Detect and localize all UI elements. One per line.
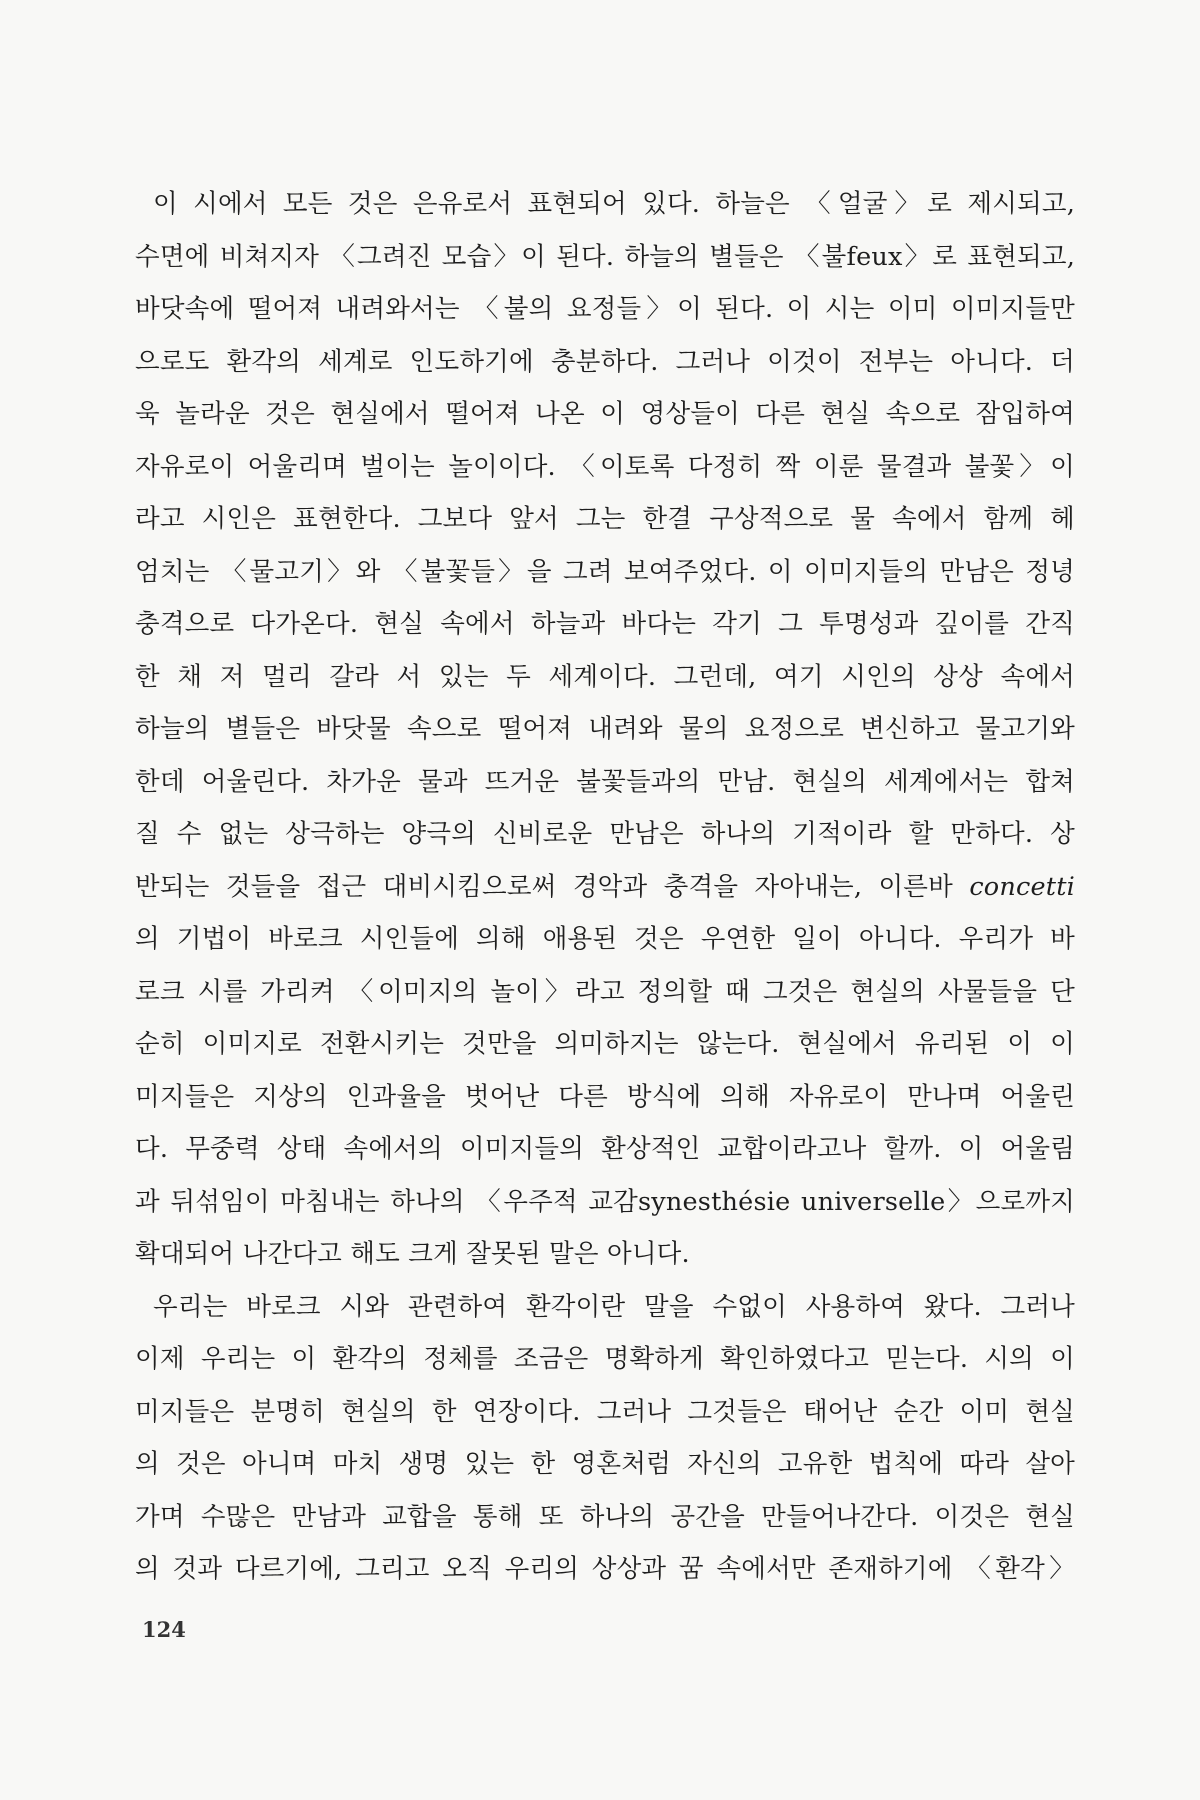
text-line: 자유로이 어울리며 벌이는 놀이이다. 〈이토록 다정히 짝 이룬 물결과 불꽃〉이 xyxy=(135,451,1075,482)
page-number: 124 xyxy=(142,1617,186,1642)
text-line: 바닷속에 떨어져 내려와서는 〈불의 요정들〉이 된다. 이 시는 이미 이미지들만 xyxy=(135,294,1075,324)
text-line: 확대되어 나간다고 해도 크게 잘못된 말은 아니다. xyxy=(135,1239,690,1269)
text-line: 으로도 환각의 세계로 인도하기에 충분하다. 그러나 이것이 전부는 아니다. 더 xyxy=(135,346,1075,377)
text-line: 질 수 없는 상극하는 양극의 신비로운 만남은 하나의 기적이라 할 만하다. 상 xyxy=(135,819,1075,849)
italic-term: concetti xyxy=(969,871,1075,902)
text-line: 엄치는 〈물고기〉와 〈불꽃들〉을 그려 보여주었다. 이 이미지들의 만남은 정녕 xyxy=(135,556,1075,587)
text-line: 의 기법이 바로크 시인들에 의해 애용된 것은 우연한 일이 아니다. 우리가 바 xyxy=(135,924,1075,954)
text-line: 하늘의 별들은 바닷물 속으로 떨어져 내려와 물의 요정으로 변신하고 물고기와 xyxy=(135,714,1075,744)
body-text xyxy=(135,178,1075,1596)
text-line: 한데 어울린다. 차가운 물과 뜨거운 불꽃들과의 만남. 현실의 세계에서는 합쳐 xyxy=(135,766,1075,797)
text-line: 미지들은 지상의 인과율을 벗어난 다른 방식에 의해 자유로이 만나며 어울린 xyxy=(135,1081,1075,1112)
text-line: 이제 우리는 이 환각의 정체를 조금은 명확하게 확인하였다고 믿는다. 시의 이 xyxy=(135,1344,1075,1374)
text-line: 의 것과 다르기에, 그리고 오직 우리의 상상과 꿈 속에서만 존재하기에 〈환각〉 xyxy=(135,1554,1075,1584)
paragraph-2 xyxy=(135,1281,1075,1596)
text-line: 충격으로 다가온다. 현실 속에서 하늘과 바다는 각기 그 투명성과 깊이를 간직 xyxy=(135,609,1075,639)
text-line: 과 뒤섞임이 마침내는 하나의 〈우주적 교감synesthésie universelle〉으로까지 xyxy=(135,1186,1075,1217)
paragraph-1 xyxy=(135,178,1075,1281)
text-line: 반되는 것들을 접근 대비시킴으로써 경악과 충격을 자아내는, 이른바 concetti xyxy=(135,871,1075,902)
text-line: 라고 시인은 표현한다. 그보다 앞서 그는 한결 구상적으로 물 속에서 함께 헤 xyxy=(135,504,1075,534)
text-line: 다. 무중력 상태 속에서의 이미지들의 환상적인 교합이라고나 할까. 이 어울림 xyxy=(135,1134,1075,1164)
text-line: 욱 놀라운 것은 현실에서 떨어져 나온 이 영상들이 다른 현실 속으로 잠입하여 xyxy=(135,399,1075,429)
text-line: 한 채 저 멀리 갈라 서 있는 두 세계이다. 그런데, 여기 시인의 상상 속에서 xyxy=(135,661,1075,692)
text-line: 우리는 바로크 시와 관련하여 환각이란 말을 수없이 사용하여 왔다. 그러나 xyxy=(153,1291,1075,1322)
text-line: 로크 시를 가리켜 〈이미지의 놀이〉라고 정의할 때 그것은 현실의 사물들을 단 xyxy=(135,976,1075,1007)
text-line: 수면에 비쳐지자 〈그려진 모습〉이 된다. 하늘의 별들은 〈불feux〉로 표현되고, xyxy=(135,241,1075,272)
text-line: 이 시에서 모든 것은 은유로서 표현되어 있다. 하늘은 〈얼굴〉로 제시되고, xyxy=(153,189,1075,219)
text-line: 순히 이미지로 전환시키는 것만을 의미하지는 않는다. 현실에서 유리된 이 이 xyxy=(135,1029,1075,1059)
text-line: 가며 수많은 만남과 교합을 통해 또 하나의 공간을 만들어나간다. 이것은 현실 xyxy=(135,1501,1075,1532)
text-line: 의 것은 아니며 마치 생명 있는 한 영혼처럼 자신의 고유한 법칙에 따라 살아 xyxy=(135,1449,1075,1479)
text-line: 미지들은 분명히 현실의 한 연장이다. 그러나 그것들은 태어난 순간 이미 현실 xyxy=(135,1396,1075,1427)
